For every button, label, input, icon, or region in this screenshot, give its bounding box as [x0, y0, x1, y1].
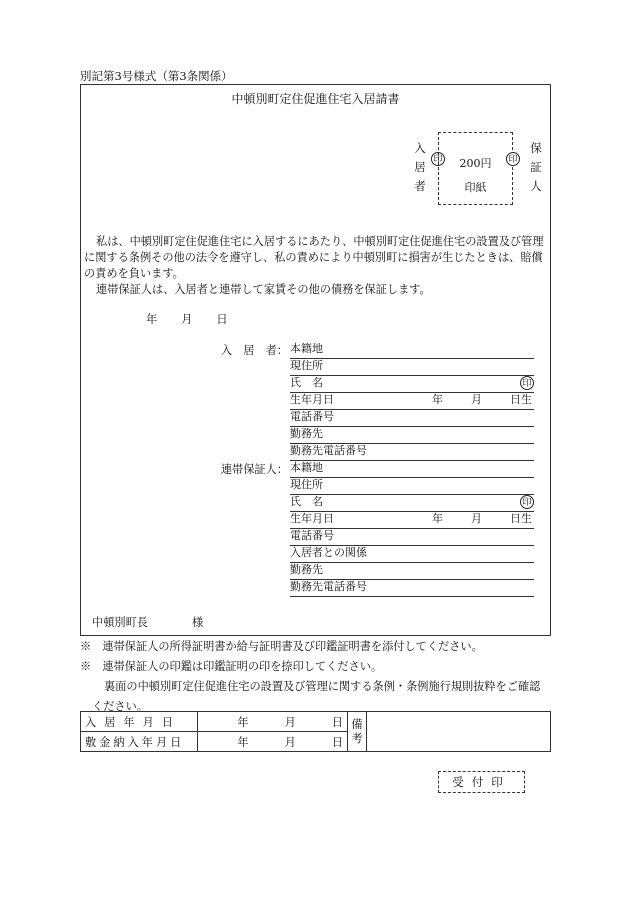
- guarantor-vertical-label: 保 証 人: [530, 141, 542, 193]
- revenue-stamp-box: [438, 132, 513, 205]
- move-in-date-label: 入居年月日: [81, 712, 198, 732]
- guarantor-birthdate-field[interactable]: 生年月日 年 月 日生: [290, 511, 534, 529]
- applicant-name-seal: 印: [520, 376, 534, 390]
- stamp-amount: 200円: [459, 157, 492, 170]
- applicant-seal-mark: 印: [431, 152, 445, 166]
- guarantor-name-field[interactable]: 氏 名 印: [290, 494, 534, 512]
- reception-stamp-box: 受付印: [438, 771, 525, 793]
- guarantor-group-label: 連帯保証人：: [220, 463, 288, 476]
- guarantor-current-address-field[interactable]: 現住所: [290, 477, 534, 495]
- note-seal-registration: ※ 連帯保証人の印鑑は印鑑証明の印を捺印してください。: [80, 660, 383, 673]
- move-in-table: [80, 711, 551, 752]
- remarks-label: 備考: [348, 712, 367, 752]
- applicant-registered-domicile-field[interactable]: 本籍地: [290, 341, 534, 359]
- applicant-birthdate-field[interactable]: 生年月日 年 月 日生: [290, 392, 534, 410]
- guarantor-relationship-field[interactable]: 入居者との関係: [290, 545, 534, 563]
- guarantor-name-seal: 印: [520, 495, 534, 509]
- pledge-paragraph: 私は、中頓別町定住促進住宅に入居するにあたり、中頓別町定住促進住宅の設置及び管理に関する条例その他の法令を遵守し、私の責めにより中頓別町に損害が生じたときは、賠償の責めを負います。: [84, 235, 544, 280]
- applicant-group-label: 入 居 者：: [220, 344, 288, 357]
- applicant-workplace-phone-field[interactable]: 勤務先電話番号: [290, 443, 534, 461]
- note-income-certificate: ※ 連帯保証人の所得証明書か給与証明書及び印鑑証明書を添付してください。: [80, 640, 483, 653]
- stamp-label: 印紙: [464, 181, 487, 194]
- applicant-name-field[interactable]: 氏 名 印: [290, 375, 534, 393]
- guarantor-workplace-field[interactable]: 勤務先: [290, 562, 534, 580]
- guarantor-seal-mark: 印: [506, 152, 520, 166]
- deposit-date-label: 敷金納入年月日: [81, 732, 198, 752]
- remarks-field[interactable]: [367, 712, 551, 752]
- deposit-date-field[interactable]: 年 月 日: [198, 732, 348, 752]
- document-title: 中頓別町定住促進住宅入居請書: [231, 92, 400, 106]
- submission-date: 年 月 日: [146, 313, 228, 326]
- guarantor-registered-domicile-field[interactable]: 本籍地: [290, 460, 534, 478]
- guarantor-phone-field[interactable]: 電話番号: [290, 528, 534, 546]
- guarantee-paragraph: 連帯保証人は、入居者と連帯して家賃その他の債務を保証します。: [96, 283, 431, 296]
- applicant-phone-field[interactable]: 電話番号: [290, 409, 534, 427]
- applicant-vertical-label: 入 居 者: [414, 141, 426, 193]
- guarantor-workplace-phone-field[interactable]: 勤務先電話番号: [290, 579, 534, 597]
- note-regulations: 裏面の中頓別町定住促進住宅の設置及び管理に関する条例・条例施行規則抜粋をご確認ください。: [92, 680, 541, 713]
- addressee: 中頓別町長 様: [92, 616, 204, 629]
- form-number-label: 別記第3号様式（第3条関係）: [80, 69, 233, 83]
- applicant-workplace-field[interactable]: 勤務先: [290, 426, 534, 444]
- applicant-current-address-field[interactable]: 現住所: [290, 358, 534, 376]
- move-in-date-field[interactable]: 年 月 日: [198, 712, 348, 732]
